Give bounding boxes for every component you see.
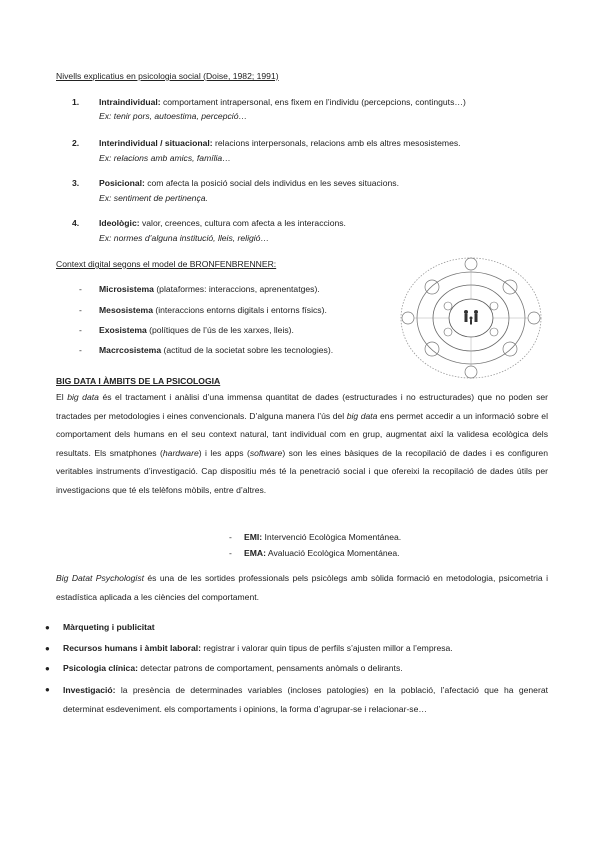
item-term: EMA: bbox=[244, 548, 266, 558]
item-term: Intraindividual: bbox=[99, 97, 161, 107]
bigdata-heading: BIG DATA I ÀMBITS DE LA PSICOLOGIA bbox=[56, 376, 221, 386]
levels-heading: Nivells explicatius en psicologia social (Doise, 1982; 1991) bbox=[56, 71, 279, 81]
item-number: 4. bbox=[72, 218, 80, 228]
item-desc: Intervenció Ecològica Momentánea. bbox=[262, 532, 402, 542]
item-desc: (actitud de la societat sobre les tecnologies). bbox=[161, 345, 334, 355]
item-term: Recursos humans i àmbit laboral: bbox=[63, 643, 202, 653]
item-term: Mesosistema bbox=[99, 305, 153, 315]
item-term: Investigació: bbox=[63, 685, 116, 695]
item-number: 1. bbox=[72, 97, 80, 107]
item-desc: com afecta la posició social dels individus en les seves situacions. bbox=[144, 178, 399, 188]
bigdata-paragraph: El big data és el tractament i anàlisi d’una immensa quantitat de dades (estructurades i no estructurades) que no poden ser tractades per metodologies i eines convencionals. D’alguna manera l’ús del big data ens permet accedir a un informació sobre el comportament dels humans en el seu context natural, tant individual com en grup, augmentat així la validesa ecològica dels resultats. Els smatphones (hardware) i les apps (software) son les eines bàsiques de la recopilació de dades i es configuren veritables instruments d’investigació. Cap dispositiu més té la penetració social i que ofereixi la recopilació de dades útils per investigacions que té els telèfons mòbils, entre d’altres. bbox=[56, 392, 549, 495]
item-example: Ex: normes d’alguna institució, lleis, religió… bbox=[99, 233, 270, 243]
item-term: Macrcosistema bbox=[99, 345, 162, 355]
item-example: Ex: tenir pors, autoestima, percepció… bbox=[99, 111, 248, 121]
item-desc: (plataformes: interaccions, aprenentatges). bbox=[153, 284, 320, 294]
item-desc: la presència de determinades variables (incloses patologies) en la població, l’afectació que ha generat determinat esdeveniment. els comportaments i opinions, la forma d’agrupar-se i relacionar-se… bbox=[63, 685, 548, 714]
item-desc: valor, creences, cultura com afecta a les interaccions. bbox=[139, 218, 346, 228]
item-example: Ex: relacions amb amics, família… bbox=[99, 153, 231, 163]
item-number: 2. bbox=[72, 138, 80, 148]
item-number: 3. bbox=[72, 178, 80, 188]
item-desc: registrar i valorar quin tipus de perfils s’ajusten millor a l’empresa. bbox=[201, 643, 453, 653]
item-desc: Avaluació Ecològica Momentánea. bbox=[265, 548, 400, 558]
item-desc: detectar patrons de comportament, pensaments anòmals o delirants. bbox=[137, 663, 403, 673]
item-term: Psicologia clínica: bbox=[63, 663, 138, 673]
item-term: Posicional: bbox=[99, 178, 145, 188]
bronfenbrenner-diagram bbox=[398, 254, 544, 380]
item-term: Exosistema bbox=[99, 325, 147, 335]
item-term: Màrqueting i publicitat bbox=[63, 622, 155, 632]
psychologist-paragraph: Big Datat Psychologist és una de les sortides professionals pels psicòlegs amb sòlida formació en metodologia, psicometria i estadística aplicada a les ciències del comportament. bbox=[56, 573, 548, 602]
item-term: Interindividual / situacional: bbox=[99, 138, 213, 148]
item-desc: (interaccions entorns digitals i entorns físics). bbox=[152, 305, 327, 315]
item-desc: relacions interpersonals, relacions amb els altres mesosistemes. bbox=[212, 138, 461, 148]
item-example: Ex: sentiment de pertinença. bbox=[99, 193, 208, 203]
context-heading: Context digital segons el model de BRONFENBRENNER: bbox=[56, 259, 277, 269]
item-term: Ideològic: bbox=[99, 218, 140, 228]
item-desc: (polítiques de l’ús de les xarxes, lleis). bbox=[146, 325, 294, 335]
item-term: Microsistema bbox=[99, 284, 154, 294]
item-desc: comportament intrapersonal, ens fixem en l’individu (percepcions, continguts…) bbox=[160, 97, 466, 107]
item-term: EMI: bbox=[244, 532, 263, 542]
